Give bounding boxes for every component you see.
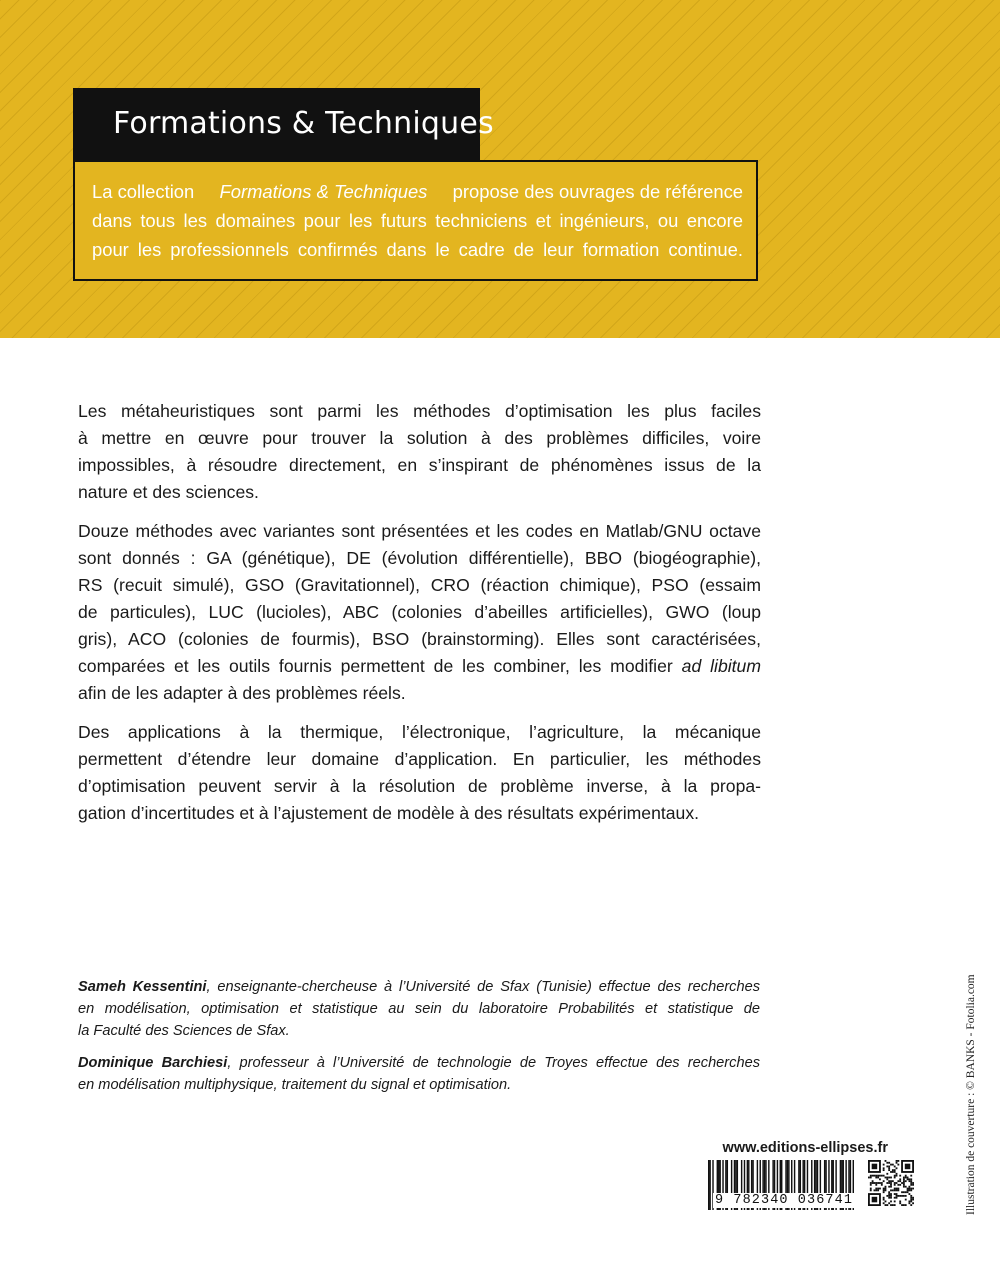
description-text: La collection: [92, 181, 195, 202]
collection-description: [92, 177, 743, 264]
text-line: impossibles, à résoudre directement, en s’inspirant de phénomènes issus de la: [78, 455, 761, 475]
text-line: en modélisation, optimisation et statistique au sein du laboratoire Probabilités et statistique de: [78, 1001, 760, 1017]
collection-description-line-2: dans tous les domaines pour les futurs techniciens et ingénieurs, ou encore: [92, 210, 743, 231]
qr-module: [897, 1164, 899, 1166]
qr-module: [897, 1180, 899, 1182]
qr-module: [875, 1182, 877, 1184]
text-line: afin de les adapter à des problèmes réels.: [78, 683, 406, 703]
qr-module: [883, 1199, 885, 1201]
qr-module: [872, 1175, 874, 1177]
qr-module: [888, 1169, 890, 1171]
isbn-digits: 9 782340 036741: [715, 1193, 854, 1208]
qr-module: [897, 1189, 899, 1191]
qr-module: [885, 1160, 887, 1162]
qr-module: [888, 1193, 890, 1195]
qr-module: [872, 1164, 878, 1170]
qr-module: [875, 1184, 877, 1186]
qr-module: [903, 1182, 905, 1184]
qr-module: [908, 1188, 910, 1190]
text-line: en modélisation multiphysique, traitement du signal et optimisation.: [78, 1077, 512, 1093]
publisher-website[interactable]: www.editions-ellipses.fr: [722, 1140, 888, 1156]
text-line: la Faculté des Sciences de Sfax.: [78, 1023, 290, 1039]
qr-module: [888, 1186, 890, 1188]
qr-module: [903, 1191, 905, 1193]
qr-module: [874, 1189, 876, 1191]
qr-module: [901, 1182, 903, 1184]
qr-module: [894, 1204, 896, 1206]
qr-module: [905, 1204, 907, 1206]
qr-module: [883, 1169, 885, 1171]
qr-module: [890, 1200, 892, 1202]
qr-module: [899, 1200, 901, 1202]
text-segment: , professeur à l’Université de technologie de Troyes effectue des recherches: [227, 1055, 760, 1071]
qr-module: [907, 1188, 909, 1190]
qr-module: [890, 1164, 892, 1166]
qr-module: [897, 1160, 899, 1162]
qr-module: [883, 1164, 885, 1166]
author-bio-1: [78, 976, 760, 1042]
qr-module: [881, 1184, 883, 1186]
qr-module: [905, 1191, 907, 1193]
qr-module: [894, 1177, 896, 1179]
qr-module: [912, 1188, 914, 1190]
qr-module: [892, 1204, 894, 1206]
qr-module: [905, 1180, 907, 1182]
qr-module: [894, 1193, 896, 1195]
qr-module: [888, 1182, 890, 1184]
author-name: Sameh Kessentini: [78, 979, 207, 995]
qr-module: [908, 1180, 910, 1182]
qr-module: [905, 1195, 907, 1197]
collection-title: Formations & Techniques: [113, 106, 494, 141]
qr-module: [899, 1175, 901, 1177]
italic-term: ad libitum: [681, 656, 761, 676]
qr-module: [903, 1184, 905, 1186]
qr-module: [870, 1182, 872, 1184]
book-summary: [78, 398, 761, 839]
qr-module: [896, 1197, 898, 1199]
qr-module: [903, 1186, 905, 1188]
qr-module: [903, 1178, 905, 1180]
qr-module: [879, 1188, 881, 1190]
qr-module: [894, 1182, 896, 1184]
qr-module: [907, 1189, 909, 1191]
text-line: Douze méthodes avec variantes sont présentées et les codes en Matlab/GNU octave: [78, 521, 761, 541]
qr-module: [870, 1188, 872, 1190]
qr-module: [899, 1202, 901, 1204]
barcode-bar: [708, 1160, 709, 1210]
qr-module: [883, 1189, 885, 1191]
qr-module: [899, 1195, 901, 1197]
qr-module: [910, 1195, 912, 1197]
text-line: permettent d’étendre leur domaine d’application. En particulier, les méthodes: [78, 749, 761, 769]
qr-module: [885, 1204, 887, 1206]
qr-module: [905, 1186, 907, 1188]
qr-module: [897, 1195, 899, 1197]
qr-module: [883, 1175, 885, 1177]
qr-module: [886, 1195, 888, 1197]
qr-module: [883, 1188, 885, 1190]
collection-banner: [0, 0, 1000, 338]
qr-module: [886, 1162, 888, 1164]
author-name: Dominique Barchiesi: [78, 1055, 228, 1071]
qr-module: [905, 1175, 907, 1177]
qr-module: [912, 1182, 914, 1184]
qr-module: [872, 1197, 878, 1203]
description-text: propose des ouvrages de référence: [452, 181, 743, 202]
qr-module: [881, 1182, 883, 1184]
qr-module: [912, 1202, 914, 1204]
qr-module: [899, 1184, 901, 1186]
qr-module: [883, 1202, 885, 1204]
text-line: d’optimisation peuvent servir à la résolution de problème inverse, à la propa-: [78, 776, 761, 796]
qr-module: [870, 1177, 872, 1179]
qr-module: [886, 1204, 888, 1206]
qr-module: [879, 1175, 881, 1177]
qr-module: [894, 1171, 896, 1173]
qr-module: [892, 1164, 894, 1166]
qr-module: [896, 1160, 898, 1162]
qr-module: [910, 1189, 912, 1191]
qr-module: [875, 1175, 877, 1177]
qr-module: [910, 1180, 912, 1182]
qr-module: [888, 1197, 890, 1199]
qr-code-image: [868, 1160, 914, 1206]
text-line-with-italic: [78, 653, 761, 680]
text-segment: comparées et les outils fournis permettent de les combiner, les modifier: [78, 656, 673, 676]
qr-module: [892, 1171, 894, 1173]
qr-module: [875, 1177, 877, 1179]
qr-module: [890, 1171, 892, 1173]
qr-module: [890, 1184, 892, 1186]
qr-module: [910, 1182, 912, 1184]
qr-module: [881, 1175, 883, 1177]
qr-module: [903, 1177, 905, 1179]
qr-module: [872, 1180, 874, 1182]
qr-module: [877, 1182, 879, 1184]
text-line: [78, 1052, 760, 1074]
qr-module: [896, 1182, 898, 1184]
qr-module: [908, 1193, 910, 1195]
qr-module: [908, 1189, 910, 1191]
qr-module: [910, 1200, 912, 1202]
qr-module: [912, 1199, 914, 1201]
qr-module: [908, 1202, 910, 1204]
qr-module: [905, 1199, 907, 1201]
collection-description-line-3: pour les professionnels confirmés dans le cadre de leur formation continue.: [92, 239, 743, 260]
qr-module: [896, 1195, 898, 1197]
qr-module: [907, 1177, 909, 1179]
qr-module: [897, 1184, 899, 1186]
qr-module: [883, 1197, 885, 1199]
qr-module: [901, 1195, 903, 1197]
summary-paragraph-1: [78, 398, 761, 506]
qr-module: [894, 1166, 896, 1168]
qr-module: [890, 1180, 892, 1182]
qr-module: [892, 1189, 894, 1191]
qr-module: [907, 1191, 909, 1193]
qr-module: [899, 1180, 901, 1182]
qr-module: [896, 1189, 898, 1191]
text-line: Les métaheuristiques sont parmi les méthodes d’optimisation les plus faciles: [78, 401, 761, 421]
qr-module: [885, 1189, 887, 1191]
text-line: RS (recuit simulé), GSO (Gravitationnel), CRO (réaction chimique), PSO (essaim: [78, 575, 761, 595]
text-line: sont donnés : GA (génétique), DE (évolution différentielle), BBO (biogéographie),: [78, 548, 761, 568]
qr-module: [896, 1173, 898, 1175]
qr-module: [883, 1180, 885, 1182]
qr-module: [903, 1195, 905, 1197]
qr-module: [910, 1204, 912, 1206]
qr-module: [890, 1189, 892, 1191]
barcode-bar: [709, 1160, 710, 1210]
qr-module: [885, 1177, 887, 1179]
qr-module: [885, 1188, 887, 1190]
qr-module: [879, 1182, 881, 1184]
qr-module: [883, 1191, 885, 1193]
qr-module: [883, 1167, 885, 1169]
text-segment: , enseignante-chercheuse à l’Université de Sfax (Tunisie) effectue des recherches: [206, 979, 760, 995]
qr-module: [896, 1167, 898, 1169]
qr-module: [886, 1166, 888, 1168]
qr-module: [894, 1175, 896, 1177]
qr-module: [885, 1200, 887, 1202]
text-line: gris), ACO (colonies de fourmis), BSO (brainstorming). Elles sont caractérisées,: [78, 629, 761, 649]
qr-module: [890, 1197, 892, 1199]
qr-module: [910, 1175, 912, 1177]
collection-description-box: [73, 160, 758, 281]
qr-module: [888, 1195, 890, 1197]
qr-module: [905, 1164, 911, 1170]
qr-module: [890, 1182, 892, 1184]
qr-module: [903, 1204, 905, 1206]
collection-title-box: [73, 88, 494, 161]
qr-module: [894, 1197, 896, 1199]
qr-module: [890, 1204, 892, 1206]
qr-module: [870, 1184, 872, 1186]
collection-name-italic: Formations & Techniques: [219, 181, 428, 202]
author-bios: [78, 976, 760, 1106]
qr-module: [874, 1175, 876, 1177]
qr-module: [872, 1182, 874, 1184]
qr-module: [890, 1193, 892, 1195]
collection-description-line-1: [92, 177, 743, 206]
qr-module: [870, 1189, 872, 1191]
text-line: gation d’incertitudes et à l’ajustement de modèle à des résultats expérimentaux.: [78, 803, 700, 823]
qr-module: [888, 1202, 890, 1204]
qr-module: [907, 1178, 909, 1180]
qr-module: [905, 1177, 907, 1179]
qr-module: [877, 1177, 879, 1179]
qr-module: [901, 1191, 903, 1193]
qr-module: [888, 1180, 890, 1182]
qr-module: [894, 1189, 896, 1191]
qr-module: [868, 1177, 870, 1179]
qr-module: [897, 1188, 899, 1190]
cover-illustration-credit: Illustration de couverture : © BANKS - Fotolia.com: [965, 974, 977, 1215]
text-line: nature et des sciences.: [78, 482, 259, 502]
qr-module: [899, 1178, 901, 1180]
qr-module: [874, 1182, 876, 1184]
qr-module: [894, 1200, 896, 1202]
qr-module: [901, 1204, 903, 1206]
text-line: Des applications à la thermique, l’électronique, l’agriculture, la mécanique: [78, 722, 761, 742]
text-line: à mettre en œuvre pour trouver la solution à des problèmes difficiles, voire: [78, 428, 761, 448]
qr-module: [908, 1178, 910, 1180]
qr-module: [877, 1189, 879, 1191]
qr-module: [896, 1162, 898, 1164]
author-bio-2: [78, 1052, 760, 1096]
summary-paragraph-2: [78, 518, 761, 707]
qr-module: [896, 1188, 898, 1190]
qr-module: [908, 1186, 910, 1188]
qr-module: [890, 1195, 892, 1197]
qr-module: [885, 1186, 887, 1188]
qr-module: [888, 1162, 890, 1164]
qr-module: [888, 1166, 890, 1168]
summary-paragraph-3: [78, 719, 761, 827]
qr-module: [870, 1175, 872, 1177]
qr-module: [890, 1186, 892, 1188]
qr-module: [875, 1189, 877, 1191]
qr-module: [910, 1197, 912, 1199]
qr-module: [892, 1169, 894, 1171]
qr-module: [879, 1178, 881, 1180]
qr-module: [888, 1167, 890, 1169]
qr-module: [910, 1178, 912, 1180]
qr-module: [903, 1180, 905, 1182]
text-line: [78, 976, 760, 998]
qr-module: [894, 1184, 896, 1186]
qr-module: [896, 1175, 898, 1177]
text-line: de particules), LUC (lucioles), ABC (colonies d’abeilles artificielles), GWO (loup: [78, 602, 761, 622]
qr-module: [908, 1200, 910, 1202]
qr-module: [875, 1188, 877, 1190]
qr-module: [886, 1182, 888, 1184]
qr-module: [888, 1177, 890, 1179]
qr-module: [910, 1184, 912, 1186]
qr-module: [886, 1178, 888, 1180]
qr-module: [886, 1177, 888, 1179]
qr-module: [910, 1188, 912, 1190]
qr-module: [910, 1199, 912, 1201]
qr-module: [892, 1180, 894, 1182]
qr-module: [886, 1173, 888, 1175]
qr-module: [894, 1188, 896, 1190]
qr-module: [877, 1175, 879, 1177]
qr-module: [877, 1188, 879, 1190]
qr-module: [896, 1193, 898, 1195]
qr-module: [912, 1184, 914, 1186]
qr-module: [890, 1177, 892, 1179]
qr-module: [912, 1197, 914, 1199]
qr-module: [894, 1169, 896, 1171]
qr-module: [888, 1191, 890, 1193]
